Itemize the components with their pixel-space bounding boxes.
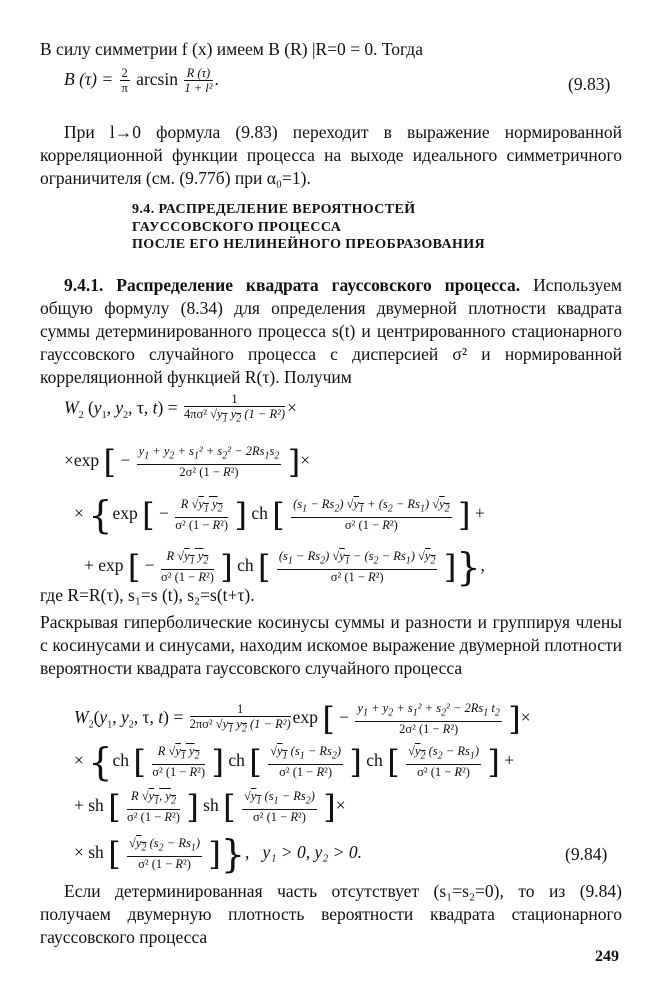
eq-coef: $\frac{2}{\pi}$: [121, 66, 128, 95]
section-heading-line-2: ГАУССОВСКОГО ПРОЦЕССА: [132, 219, 342, 235]
equation-number-9-84: (9.84): [565, 844, 608, 864]
paragraph-no-deterministic: Если детерминированная часть отсутствует (s₁=s₂=0), то из (9.84) получаем двумерную плотность вероятности квадрата стационарного гауссовского процесса: [40, 881, 622, 947]
equation-w2-line-4: + exp [ − $\frac{R √y_1 y_2}{\text{σ² (1 − R²)}}$ ] ch [ $\frac{(s_1 - Rs_2) √y_1 - (s_2 - Rs_1) √y_2}{\text{σ² (1 − R²)}}$ ]},: [84, 544, 485, 589]
section-heading: [132, 201, 485, 254]
eq-lhs: B (τ) =: [64, 69, 114, 90]
subsection-title: 9.4.1. Распределение квадрата гауссовского процесса.: [64, 275, 521, 295]
equation-9-83: B (τ) = $\frac{2}{\pi}$ arcsin $\frac{R (\tau)}{\text{1 + l²}}$ .: [64, 66, 219, 95]
equation-984-line-2: × {ch [ $\frac{R √y_1 y_2}{\text{σ² (1 − R²)}}$ ] ch [ $\frac{√y_1 (s_1 - Rs_2)}{\text{σ² (1 − R²)}}$ ] ch [ $\frac{√y_2 (s_2 - Rs_1)}{\text{σ² (1 − R²)}}$ ] +: [74, 739, 515, 784]
paragraph-symmetry: В силу симметрии f (x) имеем B (R) |R=0 = 0. Тогда: [40, 39, 423, 59]
equation-984-line-4: × sh [ $\frac{√y_2 (s_2 - Rs_1)}{\text{σ² (1 − R²)}}$ ]}, y₁ > 0, y₂ > 0.: [74, 831, 362, 876]
equation-w2-line-3: × {exp [ − $\frac{R √y_1 y_2}{\text{σ² (1 − R²)}}$ ] ch [ $\frac{(s_1 - Rs_2) √y_1 + (s_2 - Rs_1) √y_2}{\text{σ² (1 − R²)}}$ ] +: [74, 492, 485, 537]
equation-w2-line-1: $W_2$ ($y_1$, $y_2$, τ, t) = $\frac{1}{4\pi\sigma^2 √y_1 y_2 (1 - R^2)}$ ×: [64, 392, 297, 425]
equation-984-line-3: + sh [ $\frac{R √y_1, y_2}{\text{σ² (1 − R²)}}$ ] sh [ $\frac{√y_1 (s_1 - Rs_2)}{\text{σ² (1 − R²)}}$ ]×: [74, 787, 346, 826]
paragraph-limit: При l→0 формула (9.83) переходит в выражение нормированной корреляционной функции процесса на выходе идеального симметричного ограничителя (см. (9.77б) при α₀=1).: [40, 122, 622, 188]
paragraph-subsection: [40, 274, 622, 389]
equation-condition: y₁ > 0, y₂ > 0.: [262, 841, 362, 862]
section-heading-line-3: ПОСЛЕ ЕГО НЕЛИНЕЙНОГО ПРЕОБРАЗОВАНИЯ: [132, 237, 486, 252]
eq-arg: $\frac{R (\tau)}{\text{1 + l²}}$: [184, 66, 213, 95]
eq-arcsin: arcsin: [136, 69, 178, 90]
equation-w2-line-2: ×exp [ − $\frac{y_1 + y_2 + s_1^2 + s_2^2 - 2Rs_1s_2}{\text{2σ² (1 − R²)}}$ ]×: [64, 442, 311, 481]
where-line: где R=R(τ), s₁=s (t), s₂=s(t+τ).: [40, 585, 255, 605]
section-heading-line-1: 9.4. РАСПРЕДЕЛЕНИЕ ВЕРОЯТНОСТЕЙ: [132, 202, 416, 217]
paragraph-expand: Раскрывая гиперболические косинусы суммы и разности и группируя члены с косинусами и синусами, находим искомое выражение двумерной плотности вероятности квадрата гауссовского случайного процесса: [40, 612, 622, 678]
equation-984-line-1: $W_2(y_1$, $y_2$, τ, t) = $\frac{1}{2\pi\sigma^2 √y_1 y_2 (1 - R^2)}$ exp [ − $\frac{y_1 + y_2 + s_1^2 + s_2^2 - 2Rs_1 t_2}{\text{2σ² (1 − R²)}}$ ]×: [74, 699, 531, 738]
page-number: 249: [595, 948, 619, 965]
paragraph-subsection-text: Используем общую формулу (8.34) для определения двумерной плотности квадрата суммы детерминированного процесса s(t) и центрированного стационарного гауссовского случайного процесса с дисперсией σ² и нормированной корреляционной функцией R(τ). Получим: [40, 275, 622, 387]
equation-number-9-83: (9.83): [568, 74, 611, 94]
